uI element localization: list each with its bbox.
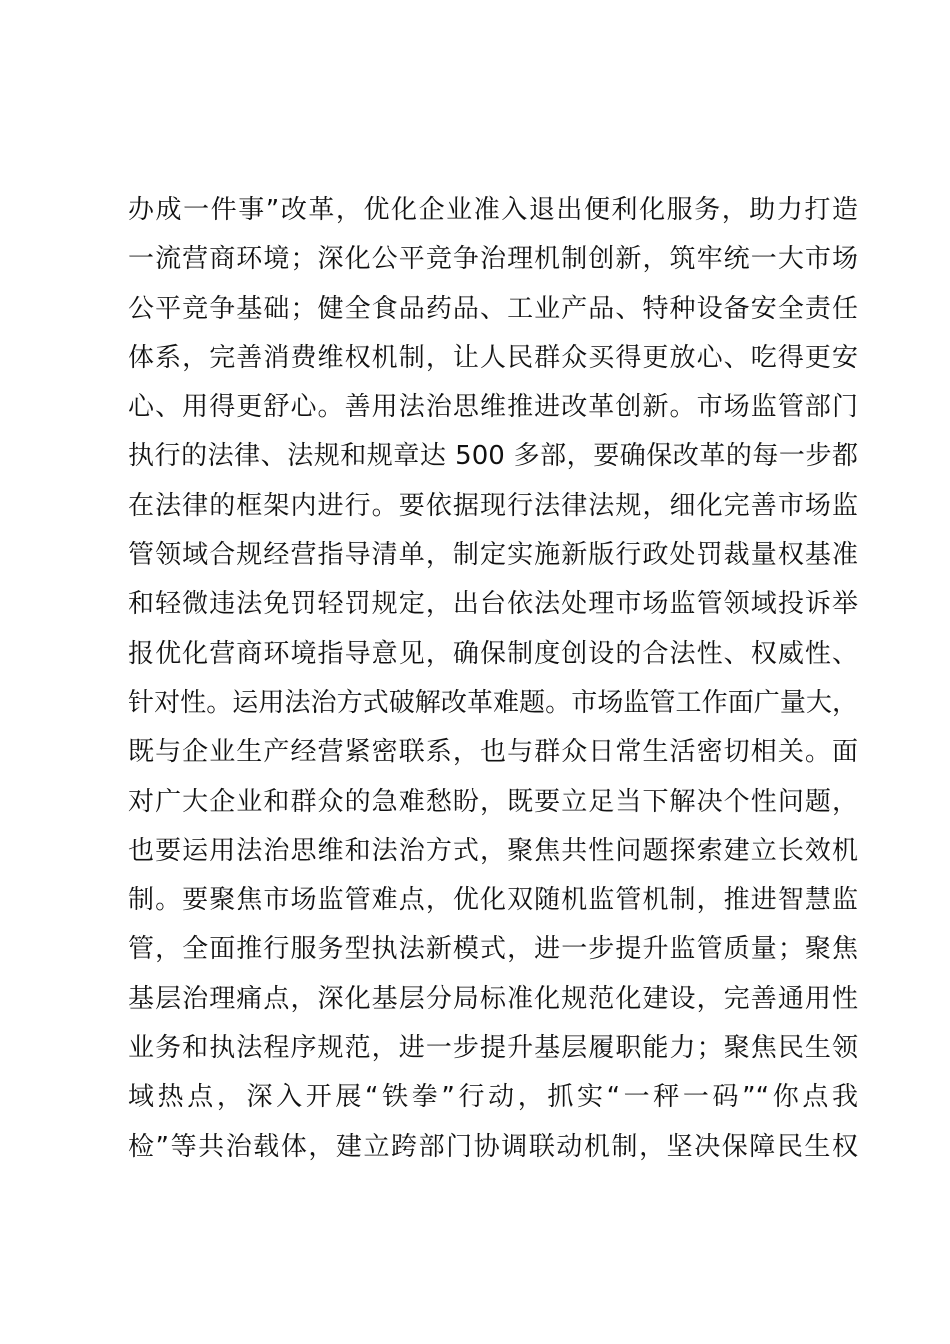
body-paragraph — [128, 186, 858, 1172]
text-line: 公平竞争基础；健全食品药品、工业产品、特种设备安全责任 — [128, 293, 858, 324]
text-line: 管领域合规经营指导清单，制定实施新版行政处罚裁量权基准 — [128, 540, 858, 571]
text-line: 体系，完善消费维权机制，让人民群众买得更放心、吃得更安 — [128, 342, 858, 373]
text-line: 基层治理痛点，深化基层分局标准化规范化建设，完善通用性 — [128, 983, 858, 1014]
text-line: 既与企业生产经营紧密联系，也与群众日常生活密切相关。面 — [128, 737, 858, 768]
text-line: 和轻微违法免罚轻罚规定，出台依法处理市场监管领域投诉举 — [128, 589, 858, 620]
text-line: 也要运用法治思维和法治方式，聚焦共性问题探索建立长效机 — [128, 835, 858, 866]
text-line: 一流营商环境；深化公平竞争治理机制创新，筑牢统一大市场 — [128, 244, 858, 275]
text-line: 执行的法律、法规和规章达 500 多部，要确保改革的每一步都 — [128, 441, 858, 472]
text-line: 在法律的框架内进行。要依据现行法律法规，细化完善市场监 — [128, 490, 858, 521]
text-line: 检”等共治载体，建立跨部门协调联动机制，坚决保障民生权 — [128, 1131, 858, 1162]
text-line: 针对性。运用法治方式破解改革难题。市场监管工作面广量大， — [128, 687, 858, 718]
text-line: 对广大企业和群众的急难愁盼，既要立足当下解决个性问题， — [128, 786, 858, 817]
text-line: 域热点，深入开展“铁拳”行动，抓实“一秤一码”“你点我 — [128, 1082, 858, 1113]
text-line: 报优化营商环境指导意见，确保制度创设的合法性、权威性、 — [128, 638, 858, 669]
text-line: 业务和执法程序规范，进一步提升基层履职能力；聚焦民生领 — [128, 1033, 858, 1064]
text-line: 心、用得更舒心。善用法治思维推进改革创新。市场监管部门 — [128, 392, 858, 423]
text-line: 办成一件事”改革，优化企业准入退出便利化服务，助力打造 — [128, 195, 858, 225]
text-line: 制。要聚焦市场监管难点，优化双随机监管机制，推进智慧监 — [128, 885, 858, 916]
text-line: 管，全面推行服务型执法新模式，进一步提升监管质量；聚焦 — [128, 934, 858, 965]
